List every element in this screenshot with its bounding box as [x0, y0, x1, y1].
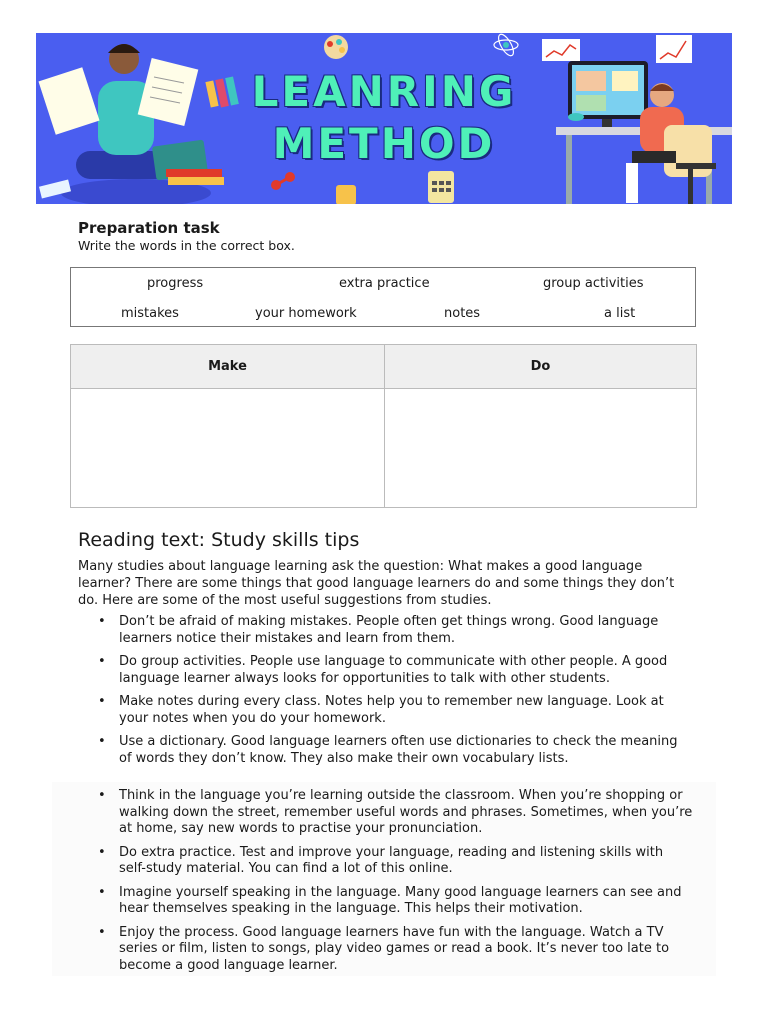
tip-item: • Don’t be afraid of making mistakes. People often get things wrong. Good language learners notice their mistakes and learn from them. [78, 614, 694, 647]
tip-item: • Do group activities. People use language to communicate with other people. A good language learner always looks for opportunities to talk with other students. [78, 654, 694, 687]
banner-title-line1: LEANRING [251, 67, 517, 116]
word-box [70, 267, 696, 327]
word-notes: notes [444, 306, 481, 321]
preparation-task-instructions: Write the words in the correct box. [78, 238, 295, 253]
reading-title: Reading text: Study skills tips [78, 529, 360, 551]
tips-list-2 [78, 788, 698, 981]
reading-intro: Many studies about language learning ask the question: What makes a good language learner? There are some things that good language learners do and some things they don’t do. Here are some of the most useful suggestions from studies. [78, 559, 675, 608]
do-column-header: Do [385, 345, 696, 389]
tip-item: • Make notes during every class. Notes help you to remember new language. Look at your notes when you do your homework. [78, 694, 694, 727]
tip-item: • Think in the language you’re learning outside the classroom. When you’re shopping or walking down the street, remember useful words and phrases. Sometimes, when you’re at home, say new words to practise your pronunciation. [78, 788, 694, 838]
tips-list-1 [78, 614, 698, 774]
word-group-activities: group activities [543, 276, 644, 291]
make-column-header: Make [71, 345, 384, 389]
word-a-list: a list [604, 306, 636, 321]
word-extra-practice: extra practice [339, 276, 430, 291]
tip-item: • Enjoy the process. Good language learners have fun with the language. Watch a TV series or film, listen to songs, play video games or read a book. It’s never too late to become a good language learner. [78, 925, 694, 975]
tip-item: • Do extra practice. Test and improve your language, reading and listening skills with self-study material. You can find a lot of this online. [78, 845, 694, 878]
word-mistakes: mistakes [121, 306, 179, 321]
word-your-homework: your homework [255, 306, 357, 321]
make-do-table [70, 344, 697, 508]
make-answer-cell[interactable] [71, 389, 384, 507]
tip-item: • Imagine yourself speaking in the language. Many good language learners can see and hear themselves speaking in the language. This helps their motivation. [78, 885, 694, 918]
word-progress: progress [147, 276, 204, 291]
banner-title-line2: METHOD [272, 119, 496, 168]
banner [36, 33, 732, 204]
do-answer-cell[interactable] [385, 389, 696, 507]
tip-item: • Use a dictionary. Good language learners often use dictionaries to check the meaning of words they don’t know. They also make their own vocabulary lists. [78, 734, 694, 767]
preparation-task-title: Preparation task [78, 219, 220, 237]
